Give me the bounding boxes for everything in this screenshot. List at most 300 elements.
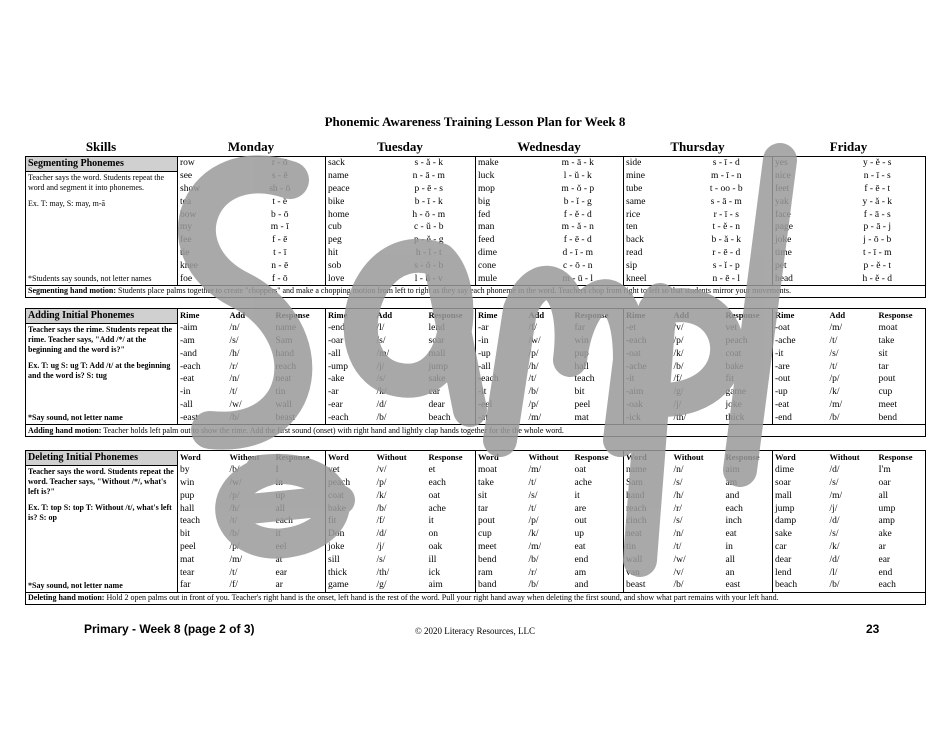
word-cell: yes [773,157,830,170]
sound-cell: /s/ [376,335,386,346]
skill-description-cell [26,157,178,286]
skills-column-header: Skills [85,139,117,154]
hand-motion-text: Teacher holds left palm out to show the rime. Add the first sound (onset) with right hand and lightly clap hands together for the the whole word. [103,425,564,435]
response-cell: take [877,335,926,348]
column-header: Add [828,309,877,322]
word-cell: luck [476,170,533,183]
word-cell: joke [773,234,830,247]
skill-instructions: Teacher says the word. Students repeat the word. Teacher says, "Without /*/, what's left is?" [28,467,174,496]
response-cell: ill [428,554,437,565]
response-cell: reach [275,361,297,372]
sound-cell: /b/ [528,580,539,591]
response-cell: vet [725,323,738,334]
phoneme-cell: c - ŭ - b [413,222,444,233]
friday-column-header: Friday [829,139,868,154]
sound-cell: /t/ [528,477,537,488]
word-cell: tin [624,541,672,554]
column-header: Response [877,451,926,464]
phoneme-cell: s - ī - d [681,157,773,170]
word-cell: -end [326,322,375,335]
sound-cell: /b/ [528,554,539,565]
sound-cell: /s/ [376,554,386,565]
word-cell: tar [476,502,527,515]
phoneme-cell: b - ĭ - g [563,196,592,207]
word-cell: foe [178,272,235,285]
response-cell: soar [428,335,445,346]
word-cell: -ache [624,360,672,373]
phoneme-cell: f - ĕ - d [563,209,592,220]
sound-cell: /th/ [376,567,390,578]
word-cell: -aim [178,322,228,335]
sound-cell: /f/ [229,580,238,591]
word-cell: -up [476,347,527,360]
phoneme-cell: n - ē [271,260,289,271]
section-heading: Segmenting Phonemes [26,157,177,172]
sound-cell: /h/ [528,361,539,372]
response-cell: pup [574,348,589,359]
word-cell: -ear [326,399,375,412]
column-header: Response [427,309,476,322]
response-cell: thick [725,412,745,423]
word-cell: -ar [326,386,375,399]
response-cell: in [725,541,733,552]
response-cell: are [574,503,587,514]
word-cell: -eel [476,399,527,412]
sound-cell: /n/ [673,529,684,540]
word-cell: face [773,208,830,221]
response-cell: hall [574,361,589,372]
hand-motion-row [26,425,926,437]
phoneme-cell: m - ī - n [710,171,742,182]
word-cell: dime [476,247,533,260]
column-header: Response [724,309,773,322]
sound-cell: /j/ [829,503,838,514]
phoneme-cell: j - ō - b [830,234,926,247]
word-cell: name [624,464,672,477]
response-cell: aim [725,465,740,476]
phoneme-cell: n - ē - l [712,273,740,284]
word-cell: far [178,579,228,592]
phoneme-cell: t - ī [273,247,287,258]
skill-note: *Say sound, not letter name [28,580,123,590]
sound-cell: /w/ [229,477,242,488]
response-cell: amp [877,515,926,528]
sound-cell: /m/ [829,490,843,501]
response-cell: car [428,387,441,398]
response-cell: sake [428,374,446,385]
sound-cell: /m/ [229,554,243,565]
word-cell: side [624,157,681,170]
response-cell: hand [275,348,294,359]
hand-motion-row [26,592,926,604]
sound-cell: /s/ [673,477,683,488]
word-cell: feet [773,183,830,196]
hand-motion-label: Adding hand motion: [28,425,102,435]
column-header: Add [228,309,274,322]
sound-cell: /w/ [673,554,686,565]
response-cell: coat [725,348,742,359]
word-cell: lend [773,566,828,579]
sound-cell: /s/ [829,348,839,359]
response-cell: meet [877,399,926,412]
sound-cell: /b/ [376,503,387,514]
phoneme-cell: m - ā - k [533,157,624,170]
response-cell: each [275,516,293,527]
sound-cell: /b/ [376,412,387,423]
section-heading: Deleting Initial Phonemes [26,451,177,466]
phoneme-cell: f - ā - s [830,208,926,221]
column-header: Rime [178,309,228,322]
word-cell: coat [326,489,375,502]
word-cell: -oat [773,322,828,335]
response-cell: each [725,503,743,514]
response-cell: ar [877,541,926,554]
sound-cell: /r/ [673,503,682,514]
column-header: Add [672,309,724,322]
word-cell: tea [178,195,235,208]
sound-cell: /p/ [229,490,240,501]
hand-motion-cell [26,285,926,297]
phoneme-cell: y - ĕ - s [830,157,926,170]
word-cell: sill [326,553,375,566]
response-cell: mat [574,412,589,423]
sound-cell: /t/ [829,361,838,372]
response-cell: ump [877,502,926,515]
response-cell: tar [877,360,926,373]
word-cell: -it [476,386,527,399]
response-cell: an [725,567,735,578]
sound-cell: /k/ [829,541,840,552]
word-cell: -et [624,322,672,335]
response-cell: it [275,529,281,540]
phoneme-cell: c - ō - n [562,260,593,271]
word-cell: -in [476,335,527,348]
phoneme-cell: d - ī - m [562,247,594,258]
word-cell: make [476,157,533,170]
word-cell: show [178,183,235,196]
word-cell: -at [476,411,527,424]
word-cell: time [773,247,830,260]
response-cell: moat [877,322,926,335]
hand-motion-cell [26,592,926,604]
word-cell: meet [476,541,527,554]
column-header: Rime [624,309,672,322]
word-cell: home [326,208,383,221]
sound-cell: /m/ [376,348,390,359]
sound-cell: /k/ [829,387,840,398]
word-cell: -each [476,373,527,386]
sound-cell: /n/ [673,465,684,476]
phoneme-cell: l - ŭ - k [563,171,592,182]
adding-table [25,308,926,437]
response-cell: peel [574,399,591,410]
sound-cell: /d/ [376,529,387,540]
sound-cell: /d/ [829,516,840,527]
word-cell: neat [624,528,672,541]
response-cell: win [574,335,589,346]
sound-cell: /v/ [673,567,684,578]
word-cell: -east [178,411,228,424]
sound-cell: /t/ [229,516,238,527]
word-cell: row [178,157,235,170]
column-header-row [26,309,926,322]
sound-cell: /p/ [673,335,684,346]
word-cell: page [773,221,830,234]
response-cell: ake [877,528,926,541]
response-cell: each [428,477,446,488]
word-cell: back [624,234,681,247]
section-heading: Adding Initial Phonemes [26,309,177,324]
column-header: Rime [476,309,527,322]
sound-cell: /b/ [229,529,240,540]
column-header: Word [326,451,375,464]
response-cell: inch [725,516,742,527]
response-cell: on [428,529,438,540]
sound-cell: /b/ [229,412,240,423]
response-cell: oak [428,541,443,552]
phoneme-cell: m - ŏ - p [561,183,595,194]
response-cell: mall [428,348,446,359]
column-header: Rime [326,309,375,322]
word-cell: bow [178,208,235,221]
response-cell: am [725,477,738,488]
segmenting-table [25,156,926,298]
word-cell: read [624,247,681,260]
word-cell: -it [773,347,828,360]
monday-column-header: Monday [227,139,275,154]
response-cell: eat [725,529,737,540]
response-cell: lend [428,323,445,334]
response-cell: oat [574,465,587,476]
word-cell: game [326,579,375,592]
word-cell: dear [773,553,828,566]
word-cell: fee [178,234,235,247]
column-header: Response [274,451,326,464]
phoneme-cell: r - ō [235,157,326,170]
sound-cell: /b/ [528,387,539,398]
sound-cell: /t/ [528,374,537,385]
response-cell: I'm [877,464,926,477]
column-header: Response [274,309,326,322]
response-cell: at [275,554,283,565]
sound-cell: /k/ [376,387,387,398]
column-header: Rime [773,309,828,322]
response-cell: beach [428,412,451,423]
word-cell: knee [178,259,235,272]
word-cell: feed [476,234,533,247]
phoneme-cell: p - ĕ - g [413,235,444,246]
skill-note: *Students say sounds, not letter names [28,273,152,283]
word-cell: pup [178,489,228,502]
response-cell: ear [275,567,288,578]
sound-cell: /g/ [376,580,387,591]
response-cell: I [275,465,279,476]
word-cell: bake [326,502,375,515]
word-cell: mule [476,272,533,285]
sound-cell: /n/ [229,374,240,385]
skill-instructions: Teacher says the word. Students repeat the word and segment it into phonemes. [28,173,165,192]
response-cell: eat [574,541,586,552]
word-cell: reach [624,502,672,515]
sound-cell: /f/ [528,323,537,334]
word-cell: -it [624,373,672,386]
word-cell: ten [624,221,681,234]
hand-motion-text: Hold 2 open palms out in front of you. Teacher's right hand is the onset, left hand is the rest of the word. Pull your right hand away when deleting the first sound, and show what part remains with your left hand. [106,593,779,603]
response-cell: teach [574,374,595,385]
sound-cell: /th/ [673,412,687,423]
sound-cell: /r/ [229,361,238,372]
word-cell: bike [326,195,383,208]
word-cell: tie [178,247,235,260]
response-cell: all [725,554,735,565]
column-header: Add [375,309,427,322]
response-cell: wall [275,399,292,410]
sound-cell: /s/ [829,529,839,540]
phoneme-cell: h - ō - m [412,209,446,220]
sound-cell: /k/ [376,490,387,501]
response-cell: it [428,516,434,527]
word-cell: pet [773,259,830,272]
sound-cell: /v/ [376,465,387,476]
word-cell: wall [624,553,672,566]
response-cell: all [275,503,285,514]
response-cell: bit [574,387,585,398]
column-header: Response [724,451,773,464]
column-header: Response [877,309,926,322]
sound-cell: /p/ [528,348,539,359]
phoneme-cell: r - ī - s [713,209,739,220]
word-cell: moat [476,464,527,477]
footer-page-number: 23 [866,622,880,636]
phoneme-cell: p - ā - j [830,221,926,234]
sound-cell: /p/ [229,541,240,552]
word-cell: pout [476,515,527,528]
column-header: Response [573,309,624,322]
phoneme-cell: p - ĕ - t [830,259,926,272]
word-cell: peg [326,234,383,247]
word-cell: mine [624,170,681,183]
footer-course-label: Primary - Week 8 (page 2 of 3) [84,622,255,636]
word-cell: -ake [326,373,375,386]
phoneme-cell: t - ĕ - n [712,222,740,233]
sound-cell: /j/ [376,361,385,372]
phoneme-cell: f - ē [272,235,288,246]
sound-cell: /t/ [229,567,238,578]
word-cell: -are [773,360,828,373]
sound-cell: /d/ [376,399,387,410]
phoneme-cell: f - ē - t [830,183,926,196]
hand-motion-cell [26,425,926,437]
phoneme-cell: s - ē [271,171,288,182]
word-cell: jump [773,502,828,515]
word-cell: nice [773,170,830,183]
column-header: Without [527,451,573,464]
skill-instructions: Teacher says the rime. Students repeat the rime. Teacher says, "Add /*/ at the beginning and the word is?" [28,325,173,354]
word-cell: kneel [624,272,681,285]
sound-cell: /t/ [829,335,838,346]
word-cell: bend [476,553,527,566]
response-cell: each [877,579,926,592]
word-cell: big [476,195,533,208]
response-cell: oat [428,490,441,501]
sound-cell: /b/ [229,465,240,476]
response-cell: tin [275,387,286,398]
response-cell: end [574,554,589,565]
word-cell: name [326,170,383,183]
skill-example: Ex. T: may, S: may, m-ā [28,199,106,208]
sound-cell: /s/ [829,477,839,488]
word-cell: hit [326,247,383,260]
column-header: Word [773,451,828,464]
word-cell: -each [624,335,672,348]
response-cell: up [574,529,584,540]
column-header: Without [828,451,877,464]
sound-cell: /t/ [673,541,682,552]
word-cell: see [178,170,235,183]
word-cell: joke [326,541,375,554]
response-cell: all [877,489,926,502]
hand-motion-label: Deleting hand motion: [28,593,105,603]
word-cell: sob [326,259,383,272]
phoneme-cell: f - ō [271,273,288,284]
word-cell: -and [178,347,228,360]
word-cell: -ick [624,411,672,424]
sound-cell: /k/ [528,529,539,540]
word-cell: mat [178,553,228,566]
word-cell: love [326,272,383,285]
sound-cell: /m/ [528,465,542,476]
word-cell: -eat [178,373,228,386]
sound-cell: /k/ [673,348,684,359]
sound-cell: /s/ [229,335,239,346]
response-cell: in [275,477,283,488]
response-cell: bend [877,411,926,424]
word-cell: vet [326,464,375,477]
word-cell: -oar [326,335,375,348]
tuesday-column-header: Tuesday [377,139,423,154]
response-cell: aim [428,580,443,591]
response-cell: am [574,567,587,578]
sound-cell: /b/ [829,580,840,591]
word-cell: thick [326,566,375,579]
response-cell: joke [725,399,742,410]
word-cell: -each [178,360,228,373]
phoneme-cell: s - ĭ - p [712,260,740,271]
word-cell: cup [476,528,527,541]
word-cell: -oat [624,347,672,360]
word-cell: cinch [624,515,672,528]
sound-cell: /m/ [528,412,542,423]
sound-cell: /l/ [829,567,838,578]
column-header: Word [476,451,527,464]
response-cell: ear [877,553,926,566]
word-cell: take [476,477,527,490]
phoneme-cell: b - ī - k [414,196,443,207]
response-cell: far [574,323,586,334]
response-cell: up [275,490,285,501]
column-header-row [26,451,926,464]
word-cell: -all [178,399,228,412]
phoneme-cell: f - ē - d [563,235,592,246]
sound-cell: /n/ [229,323,240,334]
sound-cell: /p/ [528,516,539,527]
response-cell: et [428,465,436,476]
word-cell: mop [476,183,533,196]
response-cell: fit [725,374,734,385]
sound-cell: /d/ [829,465,840,476]
word-cell: beach [773,579,828,592]
word-cell: fed [476,208,533,221]
